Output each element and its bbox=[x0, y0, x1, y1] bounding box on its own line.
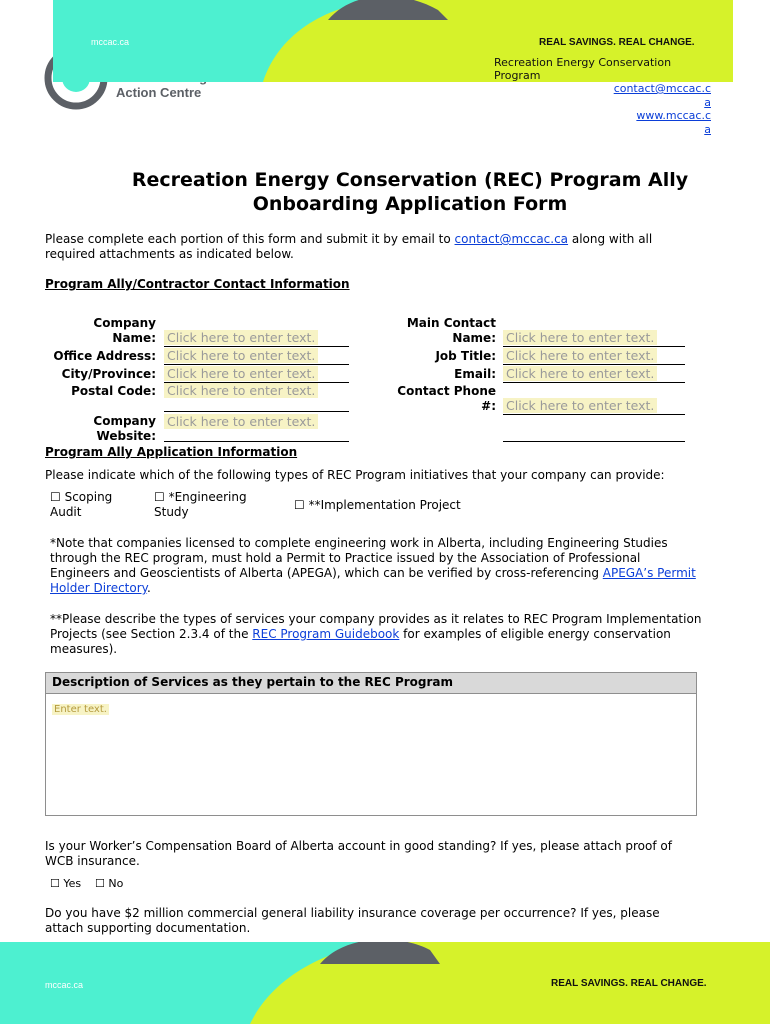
engineering-note-line-4 bbox=[50, 581, 765, 596]
contact-phone-placeholder: Click here to enter text. bbox=[503, 398, 657, 413]
company-website-underline bbox=[164, 441, 349, 442]
rec-guidebook-link[interactable]: REC Program Guidebook bbox=[252, 627, 400, 641]
wcb-yes-checkbox[interactable]: ☐ Yes bbox=[50, 877, 82, 890]
implementation-note-line-2-after: for examples of eligible energy conservation bbox=[399, 627, 671, 641]
engineering-note-line-3 bbox=[50, 566, 765, 581]
main-contact-label bbox=[385, 316, 496, 346]
intro-email-link[interactable]: contact@mccac.ca bbox=[454, 232, 569, 246]
implementation-note-line-2-before: Projects (see Section 2.3.4 of the bbox=[50, 627, 253, 641]
wcb-question bbox=[45, 839, 760, 869]
implementation-note bbox=[50, 612, 768, 657]
job-title-field[interactable] bbox=[503, 348, 685, 365]
scoping-audit-label-2: Audit bbox=[50, 505, 82, 519]
engineering-study-label-2: Study bbox=[154, 505, 189, 519]
wcb-no-checkbox[interactable]: ☐ No bbox=[95, 877, 124, 890]
intro-after: along with all bbox=[568, 232, 653, 246]
header-tagline: REAL SAVINGS. REAL CHANGE. bbox=[539, 37, 695, 48]
job-title-label: Job Title: bbox=[435, 349, 496, 363]
office-address-field[interactable] bbox=[164, 348, 349, 365]
intro-line-2: required attachments as indicated below. bbox=[45, 247, 294, 261]
city-province-field[interactable] bbox=[164, 366, 349, 383]
main-contact-label-1: Main Contact bbox=[406, 316, 496, 330]
company-name-field[interactable] bbox=[164, 330, 349, 347]
footer-site-url: mccac.ca bbox=[45, 980, 84, 990]
contact-phone-field[interactable] bbox=[503, 398, 685, 415]
main-contact-placeholder: Click here to enter text. bbox=[503, 330, 657, 345]
office-address-placeholder: Click here to enter text. bbox=[164, 348, 318, 363]
postal-code-underline bbox=[164, 411, 349, 412]
footer-tagline: REAL SAVINGS. REAL CHANGE. bbox=[551, 978, 707, 989]
insurance-question-line-2: attach supporting documentation. bbox=[45, 921, 251, 935]
company-name-label bbox=[45, 316, 156, 346]
contact-phone-label-1: Contact Phone bbox=[397, 384, 496, 398]
header-email-link[interactable] bbox=[560, 82, 711, 109]
engineering-note-line-4-after: . bbox=[147, 581, 151, 595]
footer-banner bbox=[0, 942, 770, 1024]
company-website-label-1: Company bbox=[93, 414, 156, 428]
contact-phone-label-2: #: bbox=[481, 399, 496, 413]
program-name bbox=[494, 56, 694, 82]
types-question: Please indicate which of the following types of REC Program initiatives that your company can provide: bbox=[45, 468, 665, 482]
office-address-label: Office Address: bbox=[53, 349, 156, 363]
header-email-part2: a bbox=[704, 95, 711, 109]
company-website-label-2: Website: bbox=[96, 429, 156, 443]
company-website-label bbox=[45, 414, 156, 444]
header-web-part1: www.mccac.c bbox=[636, 109, 711, 122]
logo-line-2: Action Centre bbox=[116, 85, 202, 100]
company-name-label-2: Name: bbox=[112, 331, 156, 345]
header-contact bbox=[560, 82, 711, 136]
insurance-question-line-1: Do you have $2 million commercial general liability insurance coverage per occurrence? If yes, please bbox=[45, 906, 660, 920]
email-field[interactable] bbox=[503, 366, 685, 383]
job-title-placeholder: Click here to enter text. bbox=[503, 348, 657, 363]
apega-link-part2[interactable]: Holder Directory bbox=[50, 581, 148, 595]
scoping-audit-checkbox[interactable] bbox=[50, 490, 112, 520]
engineering-note bbox=[50, 536, 765, 596]
city-province-label: City/Province: bbox=[61, 367, 156, 381]
header-web-part2: a bbox=[704, 122, 711, 136]
scoping-audit-label-1: ☐ Scoping bbox=[50, 490, 113, 504]
wcb-question-line-1: Is your Worker’s Compensation Board of Alberta account in good standing? If yes, please attach proof of bbox=[45, 839, 672, 853]
title-line-1: Recreation Energy Conservation (REC) Program Ally bbox=[131, 169, 689, 191]
wcb-question-line-2: WCB insurance. bbox=[45, 854, 140, 868]
services-description-box bbox=[45, 672, 697, 816]
email-label: Email: bbox=[454, 367, 496, 381]
services-box-heading: Description of Services as they pertain to the REC Program bbox=[46, 673, 696, 694]
intro-before: Please complete each portion of this form and submit it by email to bbox=[45, 232, 455, 246]
services-placeholder: Enter text. bbox=[54, 704, 107, 715]
engineering-study-checkbox[interactable] bbox=[154, 490, 247, 520]
header-web-link[interactable] bbox=[560, 109, 711, 136]
engineering-note-line-1: *Note that companies licensed to complete engineering work in Alberta, including Engineering Studies bbox=[50, 536, 668, 550]
application-section-heading: Program Ally Application Information bbox=[45, 445, 298, 459]
contact-phone-label bbox=[385, 384, 496, 414]
engineering-study-label-1: ☐ *Engineering bbox=[154, 490, 247, 504]
company-name-label-1: Company bbox=[93, 316, 156, 330]
page-title bbox=[60, 168, 760, 216]
postal-code-label: Postal Code: bbox=[71, 384, 156, 398]
header-site-url: mccac.ca bbox=[91, 37, 130, 47]
postal-code-placeholder: Click here to enter text. bbox=[164, 383, 318, 398]
email-placeholder: Click here to enter text. bbox=[503, 366, 657, 381]
main-contact-label-2: Name: bbox=[452, 331, 496, 345]
intro-paragraph bbox=[45, 232, 745, 262]
header-banner bbox=[53, 0, 733, 82]
contact-section-heading: Program Ally/Contractor Contact Information bbox=[45, 277, 350, 291]
engineering-note-line-3-text: Engineers and Geoscientists of Alberta (APEGA), which can be verified by cross-referencing bbox=[50, 566, 603, 580]
program-name-text: Recreation Energy Conservation Program bbox=[494, 56, 672, 82]
implementation-note-line-2 bbox=[50, 627, 768, 642]
apega-link-part1[interactable]: APEGA’s Permit bbox=[602, 566, 696, 580]
implementation-project-checkbox[interactable]: ☐ **Implementation Project bbox=[294, 498, 461, 512]
implementation-note-line-1: **Please describe the types of services your company provides as it relates to REC Program Implementation bbox=[50, 612, 702, 626]
company-website-field[interactable] bbox=[164, 414, 349, 430]
insurance-question bbox=[45, 906, 760, 936]
main-contact-field[interactable] bbox=[503, 330, 685, 347]
postal-code-field[interactable] bbox=[164, 383, 349, 399]
company-website-placeholder: Click here to enter text. bbox=[164, 414, 318, 429]
header-email-part1: contact@mccac.c bbox=[613, 82, 711, 95]
title-line-2: Onboarding Application Form bbox=[252, 193, 568, 215]
engineering-note-line-2: through the REC program, must hold a Permit to Practice issued by the Association of Professional bbox=[50, 551, 641, 565]
services-description-input[interactable] bbox=[46, 694, 696, 818]
company-name-placeholder: Click here to enter text. bbox=[164, 330, 318, 345]
city-province-placeholder: Click here to enter text. bbox=[164, 366, 318, 381]
implementation-note-line-3: measures). bbox=[50, 642, 118, 656]
right-extra-underline bbox=[503, 441, 685, 442]
